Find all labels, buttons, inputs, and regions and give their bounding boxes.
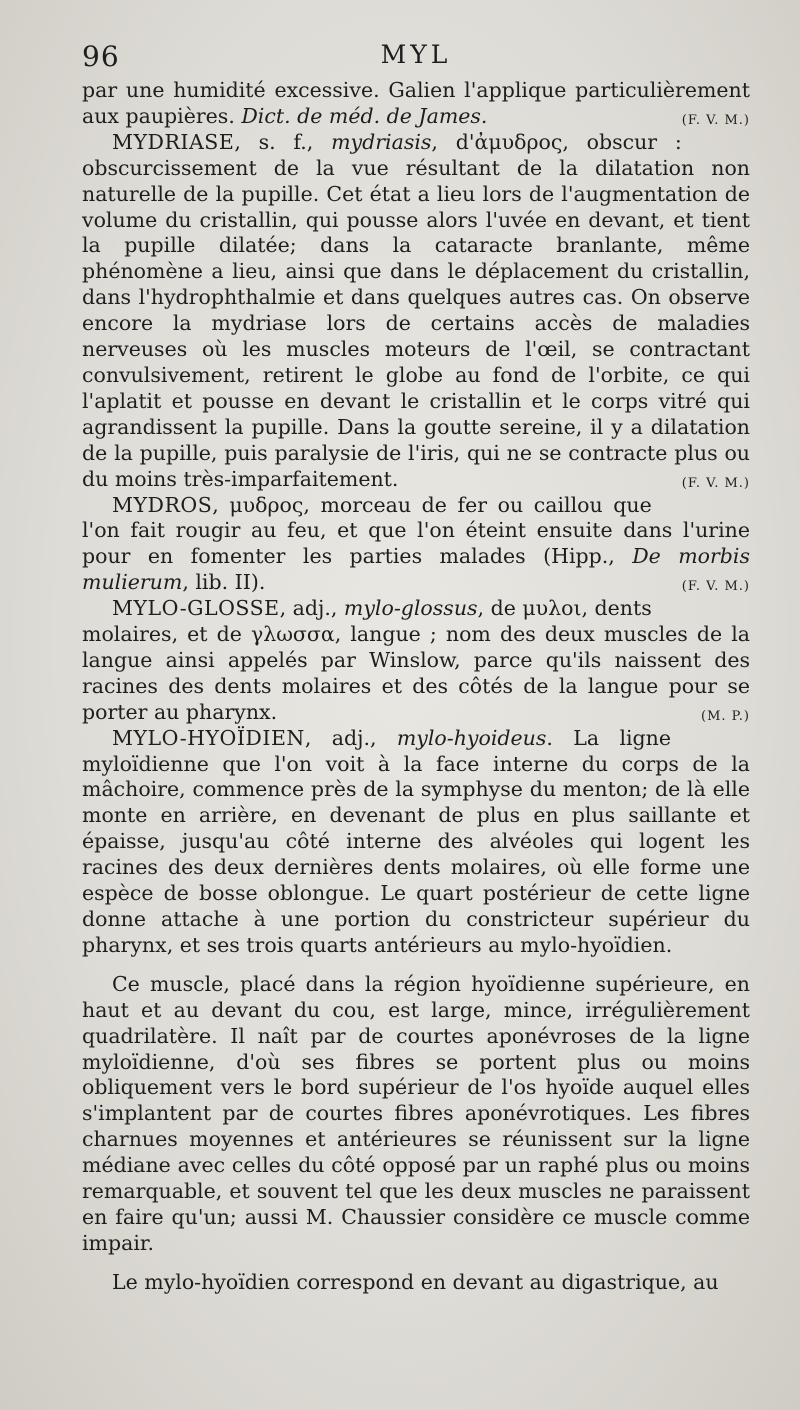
entry-headword: MYLO-GLOSSE [112, 596, 280, 621]
entry-paragraph: Ce muscle, placé dans la région hyoïdienne supérieure, en haut et au devant du cou, est large, mince, irrégulièrement quadrilatère. Il naît par de courtes aponévroses de la ligne myloïdienne, d'où ses fibres se portent plus ou moins obliquement vers le bord supérieur de l'os hyoïde auquel elles s'implantent par de courtes fibres aponévrotiques. Les fibres charnues moyennes et antérieures se réunissent sur la ligne médiane avec celles du côté opposé par un raphé plus ou moins remarquable, et souvent tel que les deux muscles ne paraissent en faire qu'un; aussi M. Chaussier considère ce muscle comme impair. [82, 971, 750, 1255]
entry-grammar: , adj., [304, 725, 397, 750]
entry-source: De morbis mulierum [82, 544, 750, 595]
running-head: MYL [380, 40, 452, 69]
entry-latin: mylo-hyoideus [396, 725, 547, 750]
entry-text-tail: , lib. II). [182, 570, 266, 595]
paragraph-gap [82, 959, 750, 972]
entry-latin: mydriasis [331, 129, 432, 154]
entry-text: par une humidité excessive. Galien l'applique particulièrement aux paupières. [82, 78, 750, 128]
entry-mylo-hyoidien [82, 726, 750, 959]
entry-headword: MYDRIASE [112, 129, 235, 154]
entry-text: , d'ἀμυδρος, obscur : obscurcissement de la vue résultant de la dilatation non naturelle de la pupille. Cet état a lieu lors de l'augmentation de volume du cristallin, qui pousse alors l'uvée en devant, et tient la pupille dilatée; dans la cataracte branlante, même phénomène a lieu, ainsi que dans le déplacement du cristallin, dans l'hydrophthalmie et dans quelques autres cas. On observe encore la mydriase lors de certains accès de maladies nerveuses où les muscles moteurs de l'œil, se contractant convulsivement, retirent le globe au fond de l'orbite, ce qui l'aplatit et pousse en devant le cristallin et le corps vitré qui agrandissent la pupille. Dans la goutte sereine, il y a dilatation de la pupille, puis paralysie de l'iris, qui ne se contracte plus ou du moins très-imparfaitement. [82, 129, 750, 491]
entry-headword: MYLO-HYOÏDIEN [112, 725, 305, 750]
entry-signature: (F. V. M.) [681, 579, 750, 595]
entry-continuation [82, 78, 750, 130]
page-number: 96 [82, 40, 120, 73]
entry-grammar: , s. f., [234, 129, 332, 154]
entry-text: , μυδρος, morceau de fer ou caillou que l'on fait rougir au feu, et que l'on éteint ensuite dans l'urine pour en fomenter les parties malades (Hipp., [82, 492, 750, 569]
entry-mydriase [82, 130, 750, 493]
entry-paragraph: Le mylo-hyoïdien correspond en devant au digastrique, au [112, 1269, 719, 1294]
entry-mylo-glosse [82, 596, 750, 726]
entry-text: . La ligne myloïdienne que l'on voit à la face interne du corps de la mâchoire, commence près de la symphyse du menton; de là elle monte en arrière, en devenant de plus en plus saillante et épaisse, jusqu'au côté interne des alvéoles qui logent les racines des deux dernières dents molaires, où elle forme une espèce de bosse oblongue. Le quart postérieur de cette ligne donne attache à une portion du constricteur supérieur du pharynx, et ses trois quarts antérieurs au mylo-hyoïdien. [82, 725, 750, 957]
entry-signature: (F. V. M.) [681, 112, 750, 128]
page-header [82, 40, 750, 80]
entry-mydros [82, 493, 750, 597]
entry-headword: MYDROS [112, 492, 213, 517]
page-body [82, 78, 750, 1296]
entry-signature: (M. P.) [701, 708, 750, 724]
entry-grammar: , adj., [279, 596, 344, 621]
paragraph-gap [82, 1257, 750, 1270]
entry-latin: mylo-glossus [343, 596, 478, 621]
entry-text: , de μυλοι, dents molaires, et de γλωσσα, langue ; nom des deux muscles de la langue ainsi appelés par Winslow, parce qu'ils naissent des racines des dents molaires et des côtés de la langue pour se porter au pharynx. [82, 596, 750, 724]
entry-source: Dict. de méd. de James. [241, 103, 488, 128]
entry-signature: (F. V. M.) [681, 475, 750, 491]
